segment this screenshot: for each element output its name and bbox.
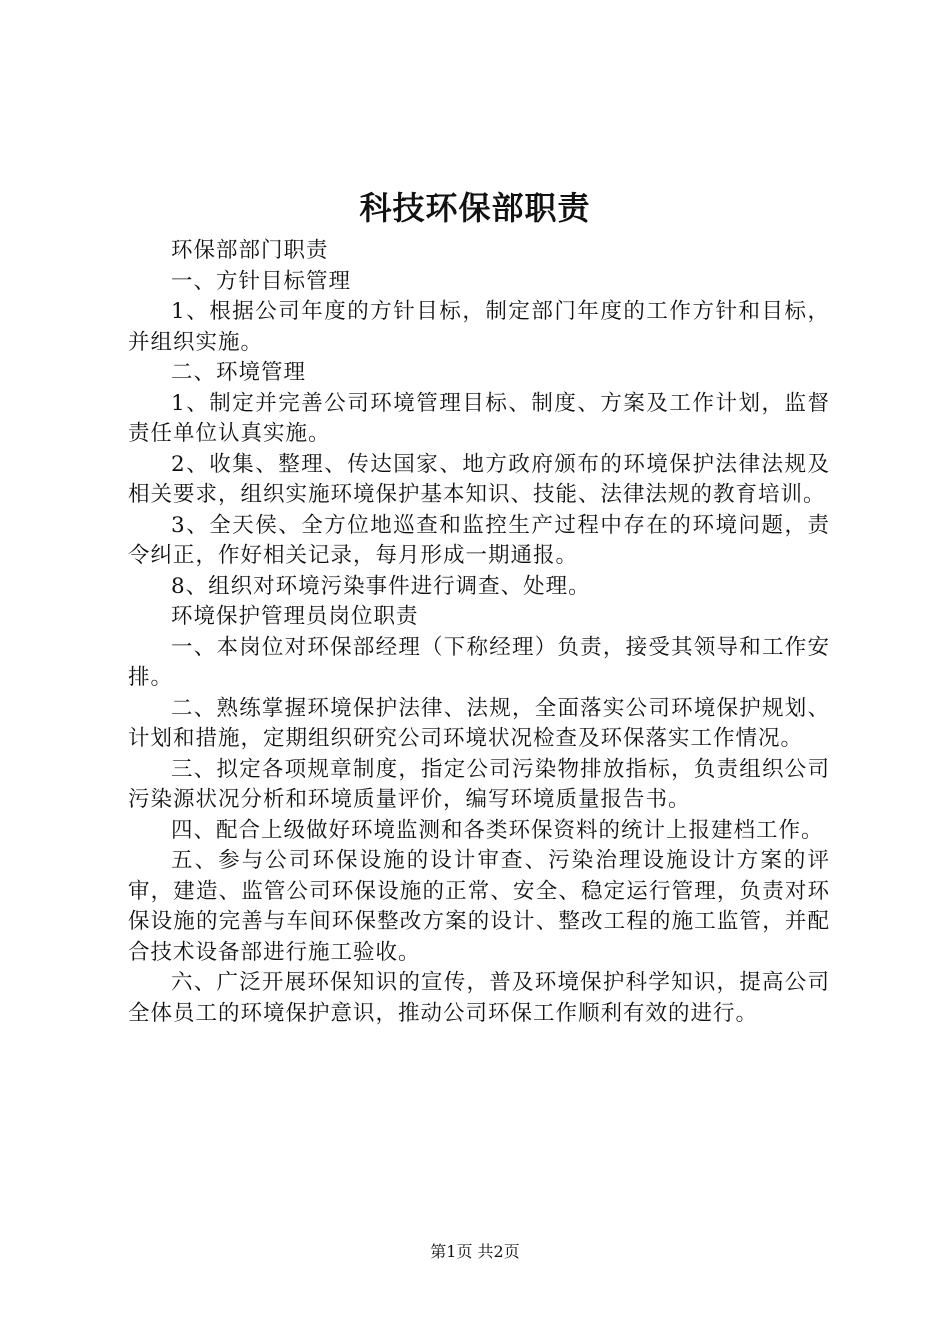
document-title: 科技环保部职责 — [359, 189, 591, 227]
paragraph-role-heading: 环境保护管理员岗位职责 — [171, 604, 419, 629]
paragraph: 二、熟练掌握环境保护法律、法规，全面落实公司环境保护规划、计划和措施，定期组织研究公司环境状况检查及环保落实工作情况。 — [128, 695, 830, 751]
paragraph: 8、组织对环境污染事件进行调查、处理。 — [171, 573, 591, 599]
paragraph: 五、参与公司环保设施的设计审查、污染治理设施设计方案的评审，建造、监管公司环保设施的正常、安全、稳定运行管理，负责对环保设施的完善与车间环保整改方案的设计、整改工程的施工监管，并配合技术设备部进行施工验收。 — [128, 848, 830, 965]
paragraph-dept-heading: 环保部部门职责 — [171, 238, 329, 263]
document-body — [128, 236, 830, 1029]
paragraph: 四、配合上级做好环境监测和各类环保资料的统计上报建档工作。 — [171, 817, 824, 843]
paragraph: 2、收集、整理、传达国家、地方政府颁布的环境保护法律法规及相关要求，组织实施环境保护基本知识、技能、法律法规的教育培训。 — [128, 451, 830, 507]
paragraph: 三、拟定各项规章制度，指定公司污染物排放指标，负责组织公司污染源状况分析和环境质量评价，编写环境质量报告书。 — [128, 756, 830, 812]
paragraph: 1、制定并完善公司环境管理目标、制度、方案及工作计划，监督责任单位认真实施。 — [128, 390, 830, 446]
paragraph: 一、本岗位对环保部经理（下称经理）负责，接受其领导和工作安排。 — [128, 634, 830, 690]
page-footer: 第1页 共2页 — [430, 1242, 520, 1261]
paragraph: 六、广泛开展环保知识的宣传，普及环境保护科学知识，提高公司全体员工的环境保护意识，推动公司环保工作顺利有效的进行。 — [128, 970, 830, 1026]
paragraph: 1、根据公司年度的方针目标，制定部门年度的工作方针和目标，并组织实施。 — [128, 299, 830, 355]
paragraph-section-1-heading: 一、方针目标管理 — [171, 268, 352, 294]
paragraph: 3、全天侯、全方位地巡查和监控生产过程中存在的环境问题，责令纠正，作好相关记录，每月形成一期通报。 — [128, 512, 830, 568]
paragraph-section-2-heading: 二、环境管理 — [171, 360, 307, 385]
